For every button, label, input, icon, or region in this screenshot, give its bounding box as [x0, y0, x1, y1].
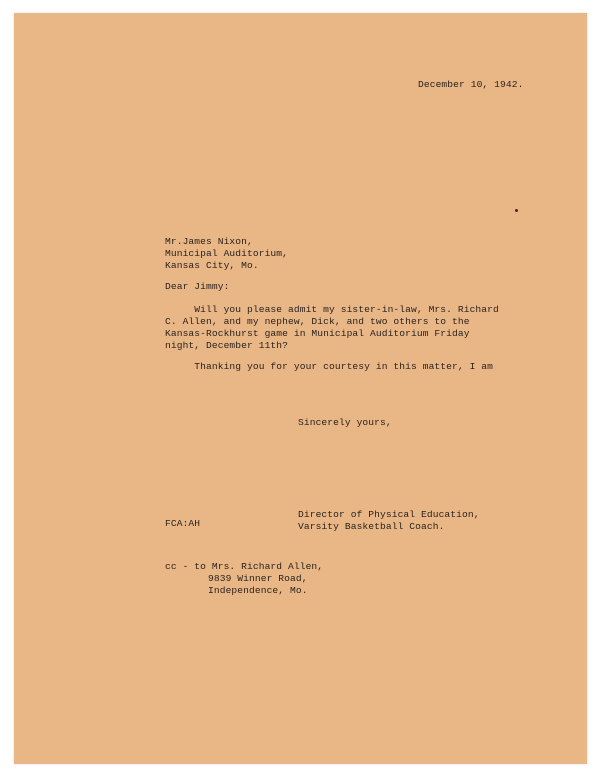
letter-page — [14, 13, 587, 764]
cc-line: Independence, Mo. — [208, 585, 308, 596]
recipient-organization: Municipal Auditorium, — [165, 248, 289, 259]
letter-date: December 10, 1942. — [418, 79, 524, 90]
signature-title: Director of Physical Education, — [298, 509, 480, 520]
cc-line: cc - to Mrs. Richard Allen, — [165, 561, 324, 572]
body-line: Kansas-Rockhurst game in Municipal Auditorium Friday — [165, 328, 470, 339]
paper-speck — [515, 209, 518, 212]
salutation: Dear Jimmy: — [165, 281, 230, 292]
closing: Sincerely yours, — [298, 417, 392, 428]
recipient-name: Mr.James Nixon, — [165, 236, 253, 247]
body-line: night, December 11th? — [165, 340, 289, 351]
body-line: Will you please admit my sister-in-law, Mrs. Richard — [165, 304, 499, 315]
signature-title: Varsity Basketball Coach. — [298, 521, 445, 532]
body-line: Thanking you for your courtesy in this matter, I am — [165, 361, 494, 372]
cc-line: 9839 Winner Road, — [208, 573, 308, 584]
recipient-city: Kansas City, Mo. — [165, 260, 259, 271]
body-line: C. Allen, and my nephew, Dick, and two others to the — [165, 316, 470, 327]
typist-initials: FCA:AH — [165, 518, 201, 529]
